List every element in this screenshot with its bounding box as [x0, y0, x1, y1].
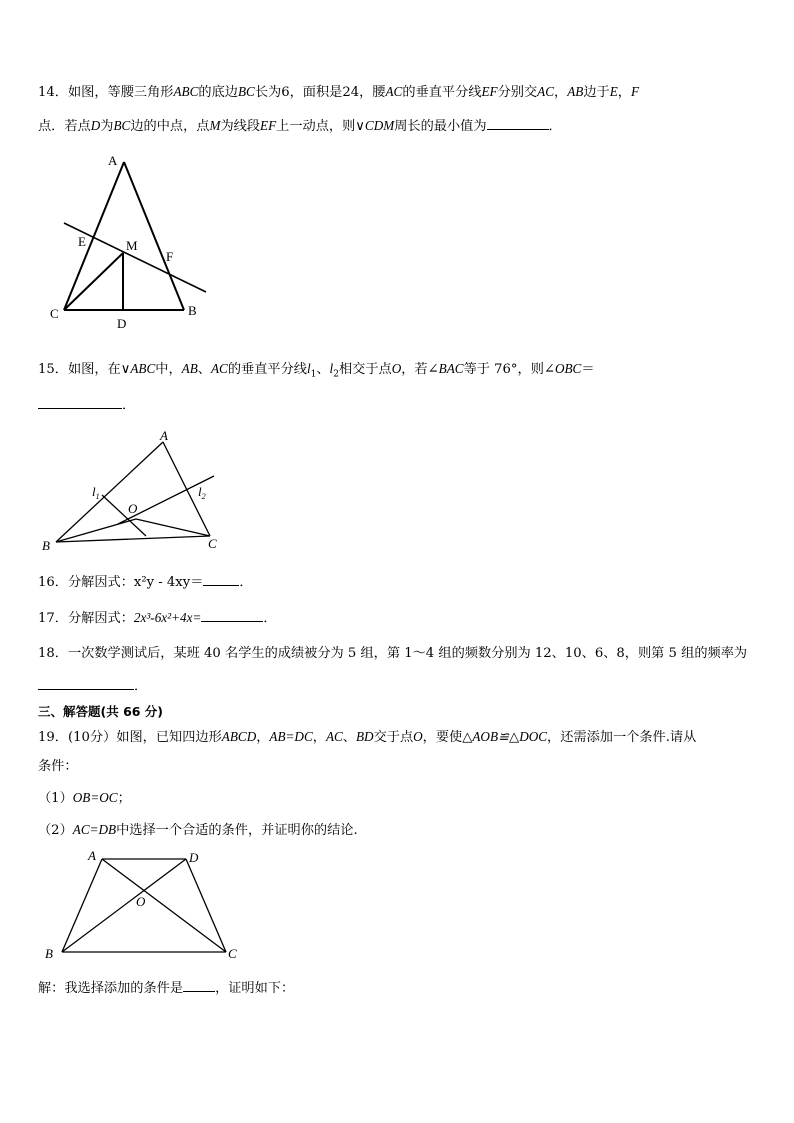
q14-label-d: D — [117, 316, 127, 331]
section-title: 三、解答题(共 66 分) — [38, 704, 164, 719]
q19-line2: 条件： — [38, 759, 78, 774]
q15-line2: ． — [38, 395, 135, 415]
answer-blank[interactable] — [203, 572, 239, 586]
q19-label-o: O — [136, 894, 146, 909]
q14-label-b: B — [188, 303, 197, 318]
q15-line1: 15．如图，在∨ABC中，AB、AC的垂直平分线$l_1$、$l_2$相交于点O，若∠BAC等于 76°，则∠OBC＝ — [38, 361, 595, 380]
q19-answer-line: 解：我选择添加的条件是 ，证明如下： — [38, 978, 294, 998]
answer-blank[interactable] — [38, 395, 122, 409]
q14-line1: 14．如图，等腰三角形ABC的底边BC长为6，面积是24，腰AC的垂直平分线EF分别交AC，AB边于E，F — [38, 84, 640, 100]
q19-line1: 19．(10分）如图，已知四边形ABCD，AB=DC，AC、BD交于点O，要使△AOB≌△DOC，还需添加一个条件.请从 — [38, 729, 697, 745]
answer-blank[interactable] — [487, 116, 549, 130]
q15-label-o: O — [128, 501, 138, 516]
q19-label-b: B — [45, 946, 53, 961]
answer-blank[interactable] — [201, 608, 263, 622]
q19-label-c: C — [228, 946, 237, 961]
q14-label-f: F — [166, 249, 174, 264]
answer-blank[interactable] — [183, 978, 215, 992]
q14-label-e: E — [78, 234, 86, 249]
q19-label-a: A — [88, 848, 96, 863]
q17-line: 17．分解因式：2x³-6x²+4x= ． — [38, 610, 277, 626]
q15-label-l2: $l_2$ — [198, 484, 206, 501]
q14-label-c: C — [50, 306, 59, 321]
q19-option1: （1）OB=OC； — [38, 790, 131, 806]
q15-label-a: A — [160, 428, 168, 443]
q18-line2: ． — [38, 676, 147, 696]
answer-blank[interactable] — [38, 676, 134, 690]
q15-figure — [36, 430, 236, 555]
q19-figure — [40, 848, 255, 966]
q14-label-m: M — [126, 238, 138, 253]
q15-label-c: C — [208, 536, 217, 551]
q19-option2: （2）AC=DB中选择一个合适的条件，并证明你的结论. — [38, 822, 358, 838]
q19-label-d: D — [189, 850, 199, 865]
q14-line2: 点．若点D为BC边的中点，点M为线段EF上一动点，则∨CDM周长的最小值为 ． — [38, 118, 562, 134]
q16-line: 16．分解因式：x²y - 4xy＝ ． — [38, 572, 253, 592]
q15-label-l1: $l_1$ — [92, 484, 100, 501]
q14-label-a: A — [108, 153, 118, 168]
q15-label-b: B — [42, 538, 50, 553]
q14-figure — [40, 150, 230, 330]
q18-line1: 18．一次数学测试后，某班 40 名学生的成绩被分为 5 组，第 1～4 组的频数分别为 12、10、6、8，则第 5 组的频率为 — [38, 646, 748, 661]
